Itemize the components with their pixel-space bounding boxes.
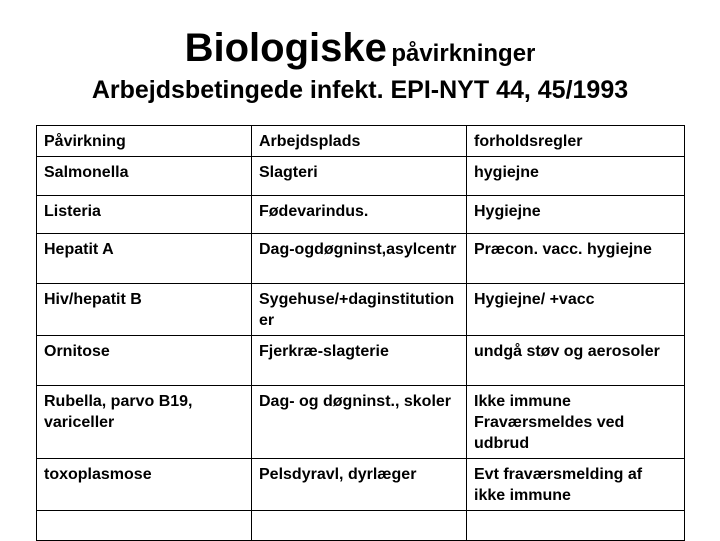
- page-title: [0, 26, 720, 71]
- cell-precautions: hygiejne: [467, 157, 685, 196]
- cell-precautions: Ikke immune Fraværsmeldes ved udbrud: [467, 386, 685, 459]
- cell-precautions: Evt fraværsmelding af ikke immune: [467, 459, 685, 511]
- cell-workplace: Slagteri: [252, 157, 467, 196]
- cell-workplace: [252, 511, 467, 541]
- cell-influence: [37, 511, 252, 541]
- header-cell-precautions: forholdsregler: [467, 126, 685, 157]
- table-row: [37, 336, 685, 386]
- cell-workplace: Dag- og døgninst., skoler: [252, 386, 467, 459]
- cell-precautions: Præcon. vacc. hygiejne: [467, 234, 685, 284]
- cell-workplace: Dag-ogdøgninst,asylcentr: [252, 234, 467, 284]
- cell-precautions: Hygiejne/ +vacc: [467, 284, 685, 336]
- cell-workplace: Fødevarindus.: [252, 196, 467, 234]
- table-row: [37, 196, 685, 234]
- cell-precautions: Hygiejne: [467, 196, 685, 234]
- table-row: [37, 386, 685, 459]
- cell-workplace: Fjerkræ-slagterie: [252, 336, 467, 386]
- cell-influence: Rubella, parvo B19, variceller: [37, 386, 252, 459]
- cell-influence: Hiv/hepatit B: [37, 284, 252, 336]
- header-cell-workplace: Arbejdsplads: [252, 126, 467, 157]
- cell-workplace: Pelsdyravl, dyrlæger: [252, 459, 467, 511]
- cell-influence: Salmonella: [37, 157, 252, 196]
- cell-influence: toxoplasmose: [37, 459, 252, 511]
- cell-influence: Listeria: [37, 196, 252, 234]
- cell-precautions: undgå støv og aerosoler: [467, 336, 685, 386]
- table-row: [37, 234, 685, 284]
- table-row: [37, 459, 685, 511]
- table-header-row: [37, 126, 685, 157]
- header-cell-influence: Påvirkning: [37, 126, 252, 157]
- cell-precautions: [467, 511, 685, 541]
- cell-workplace: Sygehuse/+daginstitutioner: [252, 284, 467, 336]
- table-row: [37, 284, 685, 336]
- page-subtitle: Arbejdsbetingede infekt. EPI-NYT 44, 45/1993: [91, 76, 629, 104]
- cell-influence: Ornitose: [37, 336, 252, 386]
- table-row-empty: [37, 511, 685, 541]
- table-row: [37, 157, 685, 196]
- title-suffix: påvirkninger: [391, 40, 536, 67]
- title-main: Biologiske: [184, 26, 387, 70]
- infection-table: [36, 125, 685, 541]
- cell-influence: Hepatit A: [37, 234, 252, 284]
